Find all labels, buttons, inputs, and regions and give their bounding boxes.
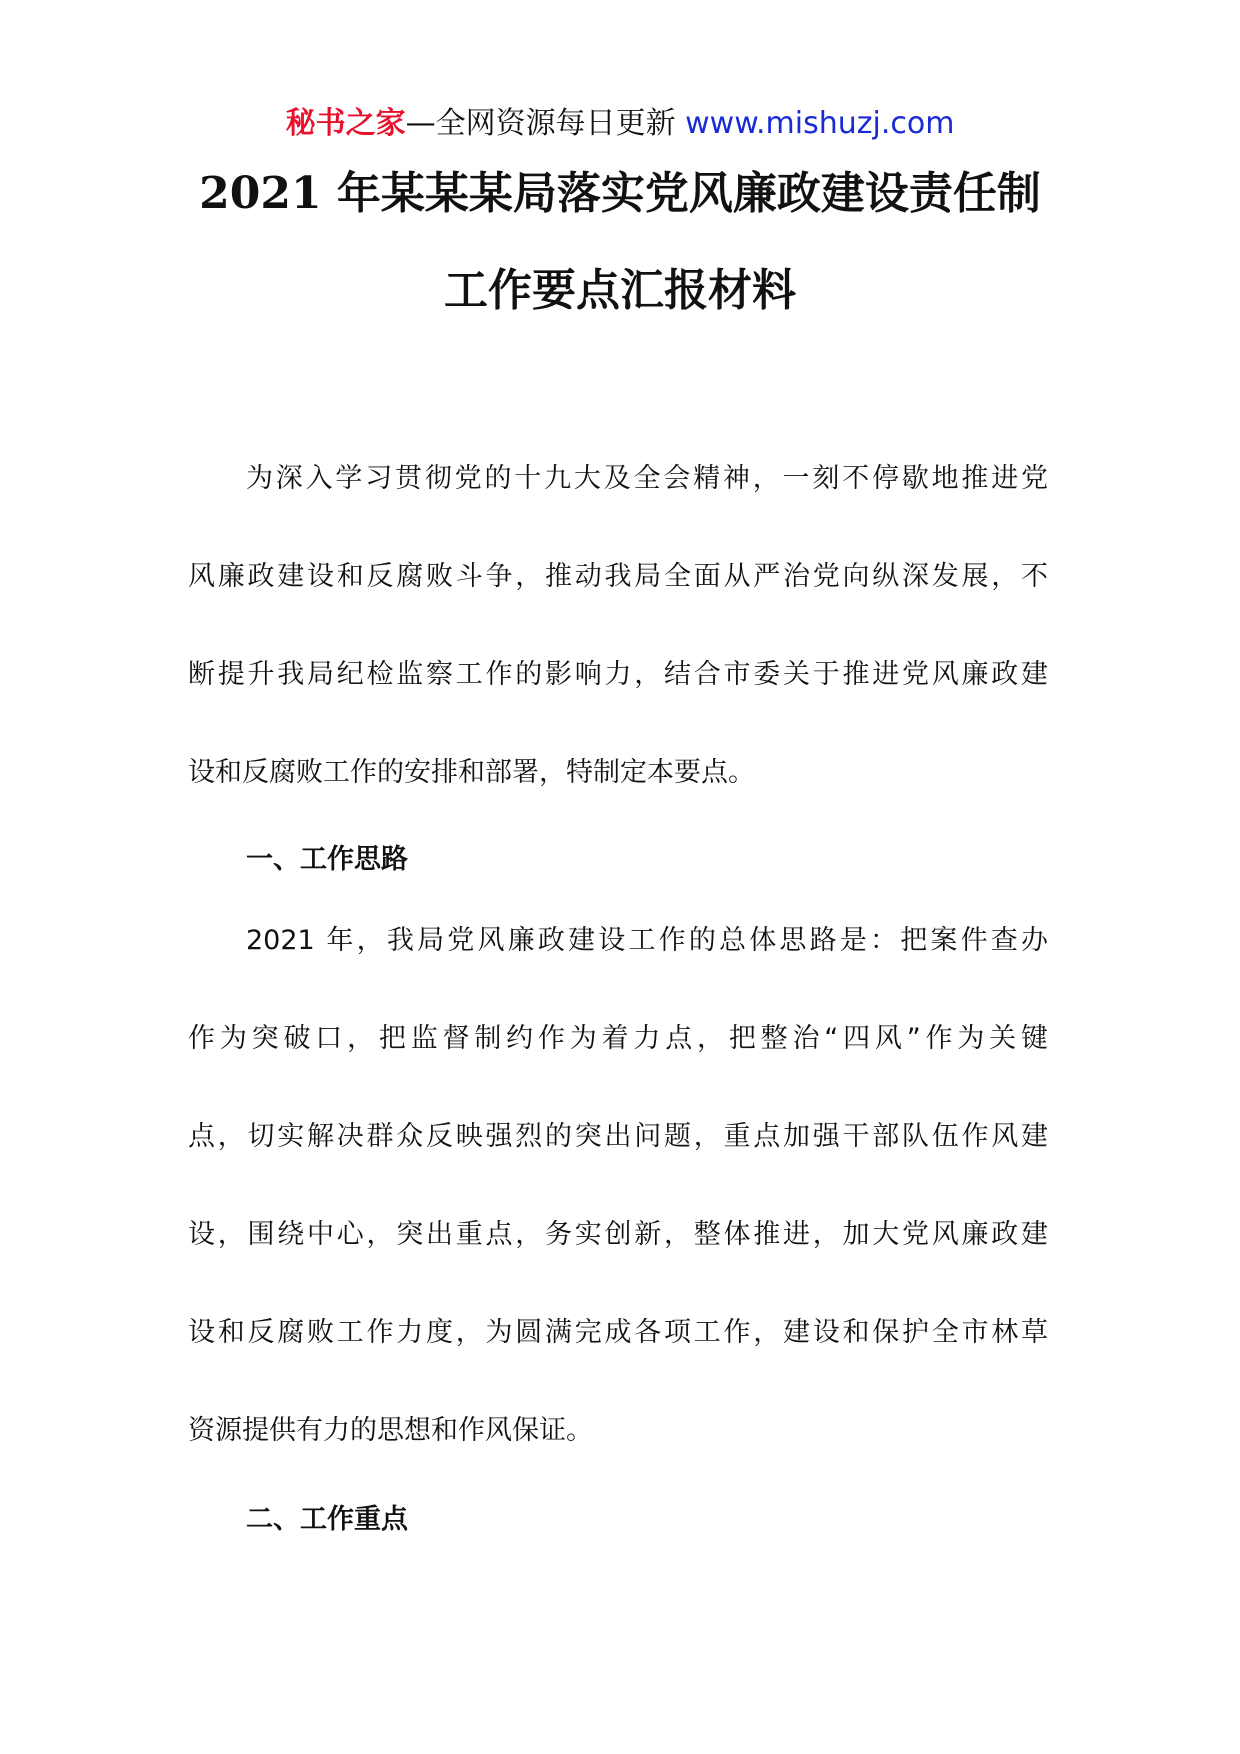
paragraph-line: 点，切实解决群众反映强烈的突出问题，重点加强干部队伍作风建 (188, 1121, 1048, 1152)
paragraph-line: 设，围绕中心，突出重点，务实创新，整体推进，加大党风廉政建 (188, 1219, 1048, 1250)
banner-tagline: —全网资源每日更新 (405, 106, 686, 141)
paragraph-line: 风廉政建设和反腐败斗争，推动我局全面从严治党向纵深发展，不 (188, 561, 1048, 592)
work-approach-paragraph (188, 892, 1048, 1480)
paragraph-line: 作为突破口，把监督制约作为着力点，把整治“四风”作为关键 (188, 1023, 1048, 1054)
section-heading-work-focus: 二、工作重点 (246, 1504, 408, 1535)
document-title-line-1: 2021 年某某某局落实党风廉政建设责任制 (199, 168, 1041, 219)
paragraph-line: 资源提供有力的思想和作风保证。 (188, 1415, 593, 1446)
site-banner (0, 104, 1240, 144)
paragraph-line: 设和反腐败工作的安排和部署，特制定本要点。 (188, 757, 755, 788)
banner-brand: 秘书之家 (285, 106, 406, 141)
paragraph-line: 断提升我局纪检监察工作的影响力，结合市委关于推进党风廉政建 (188, 659, 1048, 690)
paragraph-line: 为深入学习贯彻党的十九大及全会精神，一刻不停歇地推进党 (246, 463, 1048, 494)
document-title-line-2: 工作要点汇报材料 (444, 265, 796, 316)
intro-paragraph (188, 430, 1048, 822)
banner-url-link[interactable]: www.mishuzj.com (685, 106, 955, 141)
section-heading-work-approach: 一、工作思路 (246, 844, 408, 875)
paragraph-line: 2021 年，我局党风廉政建设工作的总体思路是：把案件查办 (246, 925, 1048, 956)
paragraph-line: 设和反腐败工作力度，为圆满完成各项工作，建设和保护全市林草 (188, 1317, 1048, 1348)
